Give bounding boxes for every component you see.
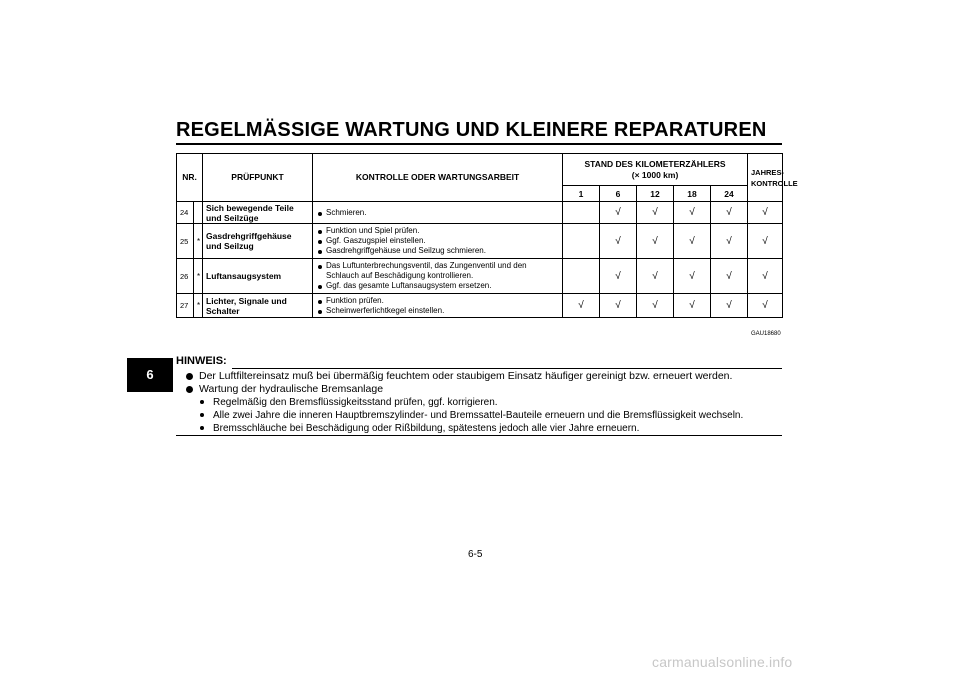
hint-item: Der Luftfiltereinsatz muß bei übermäßig feuchtem oder staubigem Einsatz häufiger gereinigt bzw. erneuert werden. [185,370,781,383]
row-item [203,202,313,224]
hint-list [185,370,781,435]
work-step: Schmieren. [316,208,559,218]
check-cell: √ [600,294,637,318]
row-item-line: Gasdrehgriffgehäuse [206,231,292,241]
row-work [313,224,563,259]
work-step: Funktion und Spiel prüfen. [316,226,559,236]
header-odometer-unit: (× 1000 km) [631,169,679,180]
table-row [177,294,783,318]
chapter-tab: 6 [127,358,173,392]
km-column: 6 [600,186,637,202]
check-cell: √ [748,202,783,224]
row-work [313,202,563,224]
check-cell: √ [563,294,600,318]
row-item [203,294,313,318]
row-star: * [194,224,203,259]
work-step: Ggf. Gaszugspiel einstellen. [316,236,559,246]
check-cell: √ [637,259,674,294]
row-item-line: Luftansaugsystem [206,271,282,281]
maintenance-table [176,153,798,318]
check-cell: √ [748,294,783,318]
header-odometer [563,154,748,186]
row-star [194,202,203,224]
check-cell [563,224,600,259]
check-cell: √ [674,202,711,224]
check-cell: √ [711,294,748,318]
row-item-line: Schalter [206,305,240,316]
work-step: Gasdrehgriffgehäuse und Seilzug schmieren. [316,246,559,256]
title-rule [176,143,782,145]
work-step: Scheinwerferlichtkegel einstellen. [316,306,559,316]
check-cell: √ [674,294,711,318]
hint-subitem: Bremsschläuche bei Beschädigung oder Rißbildung, spätestens jedoch alle vier Jahre erneuern. [185,422,781,435]
hint-item: Wartung der hydraulische Bremsanlage [185,383,781,396]
check-cell [563,259,600,294]
check-cell: √ [674,224,711,259]
check-cell: √ [600,224,637,259]
header-yearly [748,154,798,202]
check-cell: √ [637,202,674,224]
row-star: * [194,294,203,318]
hint-rule-bottom [176,435,782,436]
row-work [313,259,563,294]
header-yearly-line2: KONTROLLE [751,178,798,188]
check-cell: √ [637,294,674,318]
row-item-line: Lichter, Signale und [206,295,287,306]
km-column: 12 [637,186,674,202]
hint-title: HINWEIS: [176,355,227,367]
check-cell [563,202,600,224]
row-item [203,259,313,294]
header-item: PRÜFPUNKT [203,154,313,202]
header-work: KONTROLLE ODER WARTUNGSARBEIT [313,154,563,202]
table-row [177,224,783,259]
work-step: Funktion prüfen. [316,296,559,306]
header-odometer-label: STAND DES KILOMETERZÄHLERS [584,158,726,169]
row-work [313,294,563,318]
hint-subitem: Alle zwei Jahre die inneren Hauptbremszylinder- und Bremssattel-Bauteile erneuern und die Bremsflüssigkeit wechseln. [185,409,781,422]
watermark: carmanualsonline.info [652,654,793,670]
header-yearly-line1: JAHRES- [751,167,784,177]
header-nr: NR. [177,154,203,202]
table-row [177,202,783,224]
check-cell: √ [674,259,711,294]
row-number: 27 [177,294,194,318]
check-cell: √ [600,202,637,224]
work-step: Das Luftunterbrechungsventil, das Zungenventil und den Schlauch auf Beschädigung kontrollieren. [316,261,559,281]
km-column: 1 [563,186,600,202]
row-item-line: und Seilzüge [206,212,259,223]
table-row [177,259,783,294]
page-number: 6-5 [468,549,483,560]
row-star: * [194,259,203,294]
check-cell: √ [600,259,637,294]
row-item [203,224,313,259]
km-column: 24 [711,186,748,202]
check-cell: √ [748,224,783,259]
check-cell: √ [637,224,674,259]
check-cell: √ [711,259,748,294]
row-number: 26 [177,259,194,294]
check-cell: √ [748,259,783,294]
page-title: REGELMÄSSIGE WARTUNG UND KLEINERE REPARATUREN [176,119,767,141]
row-number: 25 [177,224,194,259]
km-column: 18 [674,186,711,202]
row-item-line: Sich bewegende Teile [206,202,294,213]
document-code: GAU18680 [751,331,781,337]
work-step: Ggf. das gesamte Luftansaugsystem ersetzen. [316,281,559,291]
hint-subitem: Regelmäßig den Bremsflüssigkeitsstand prüfen, ggf. korrigieren. [185,396,781,409]
check-cell: √ [711,224,748,259]
row-item-line: und Seilzug [206,241,254,251]
check-cell: √ [711,202,748,224]
hint-rule-top [232,368,782,369]
row-number: 24 [177,202,194,224]
